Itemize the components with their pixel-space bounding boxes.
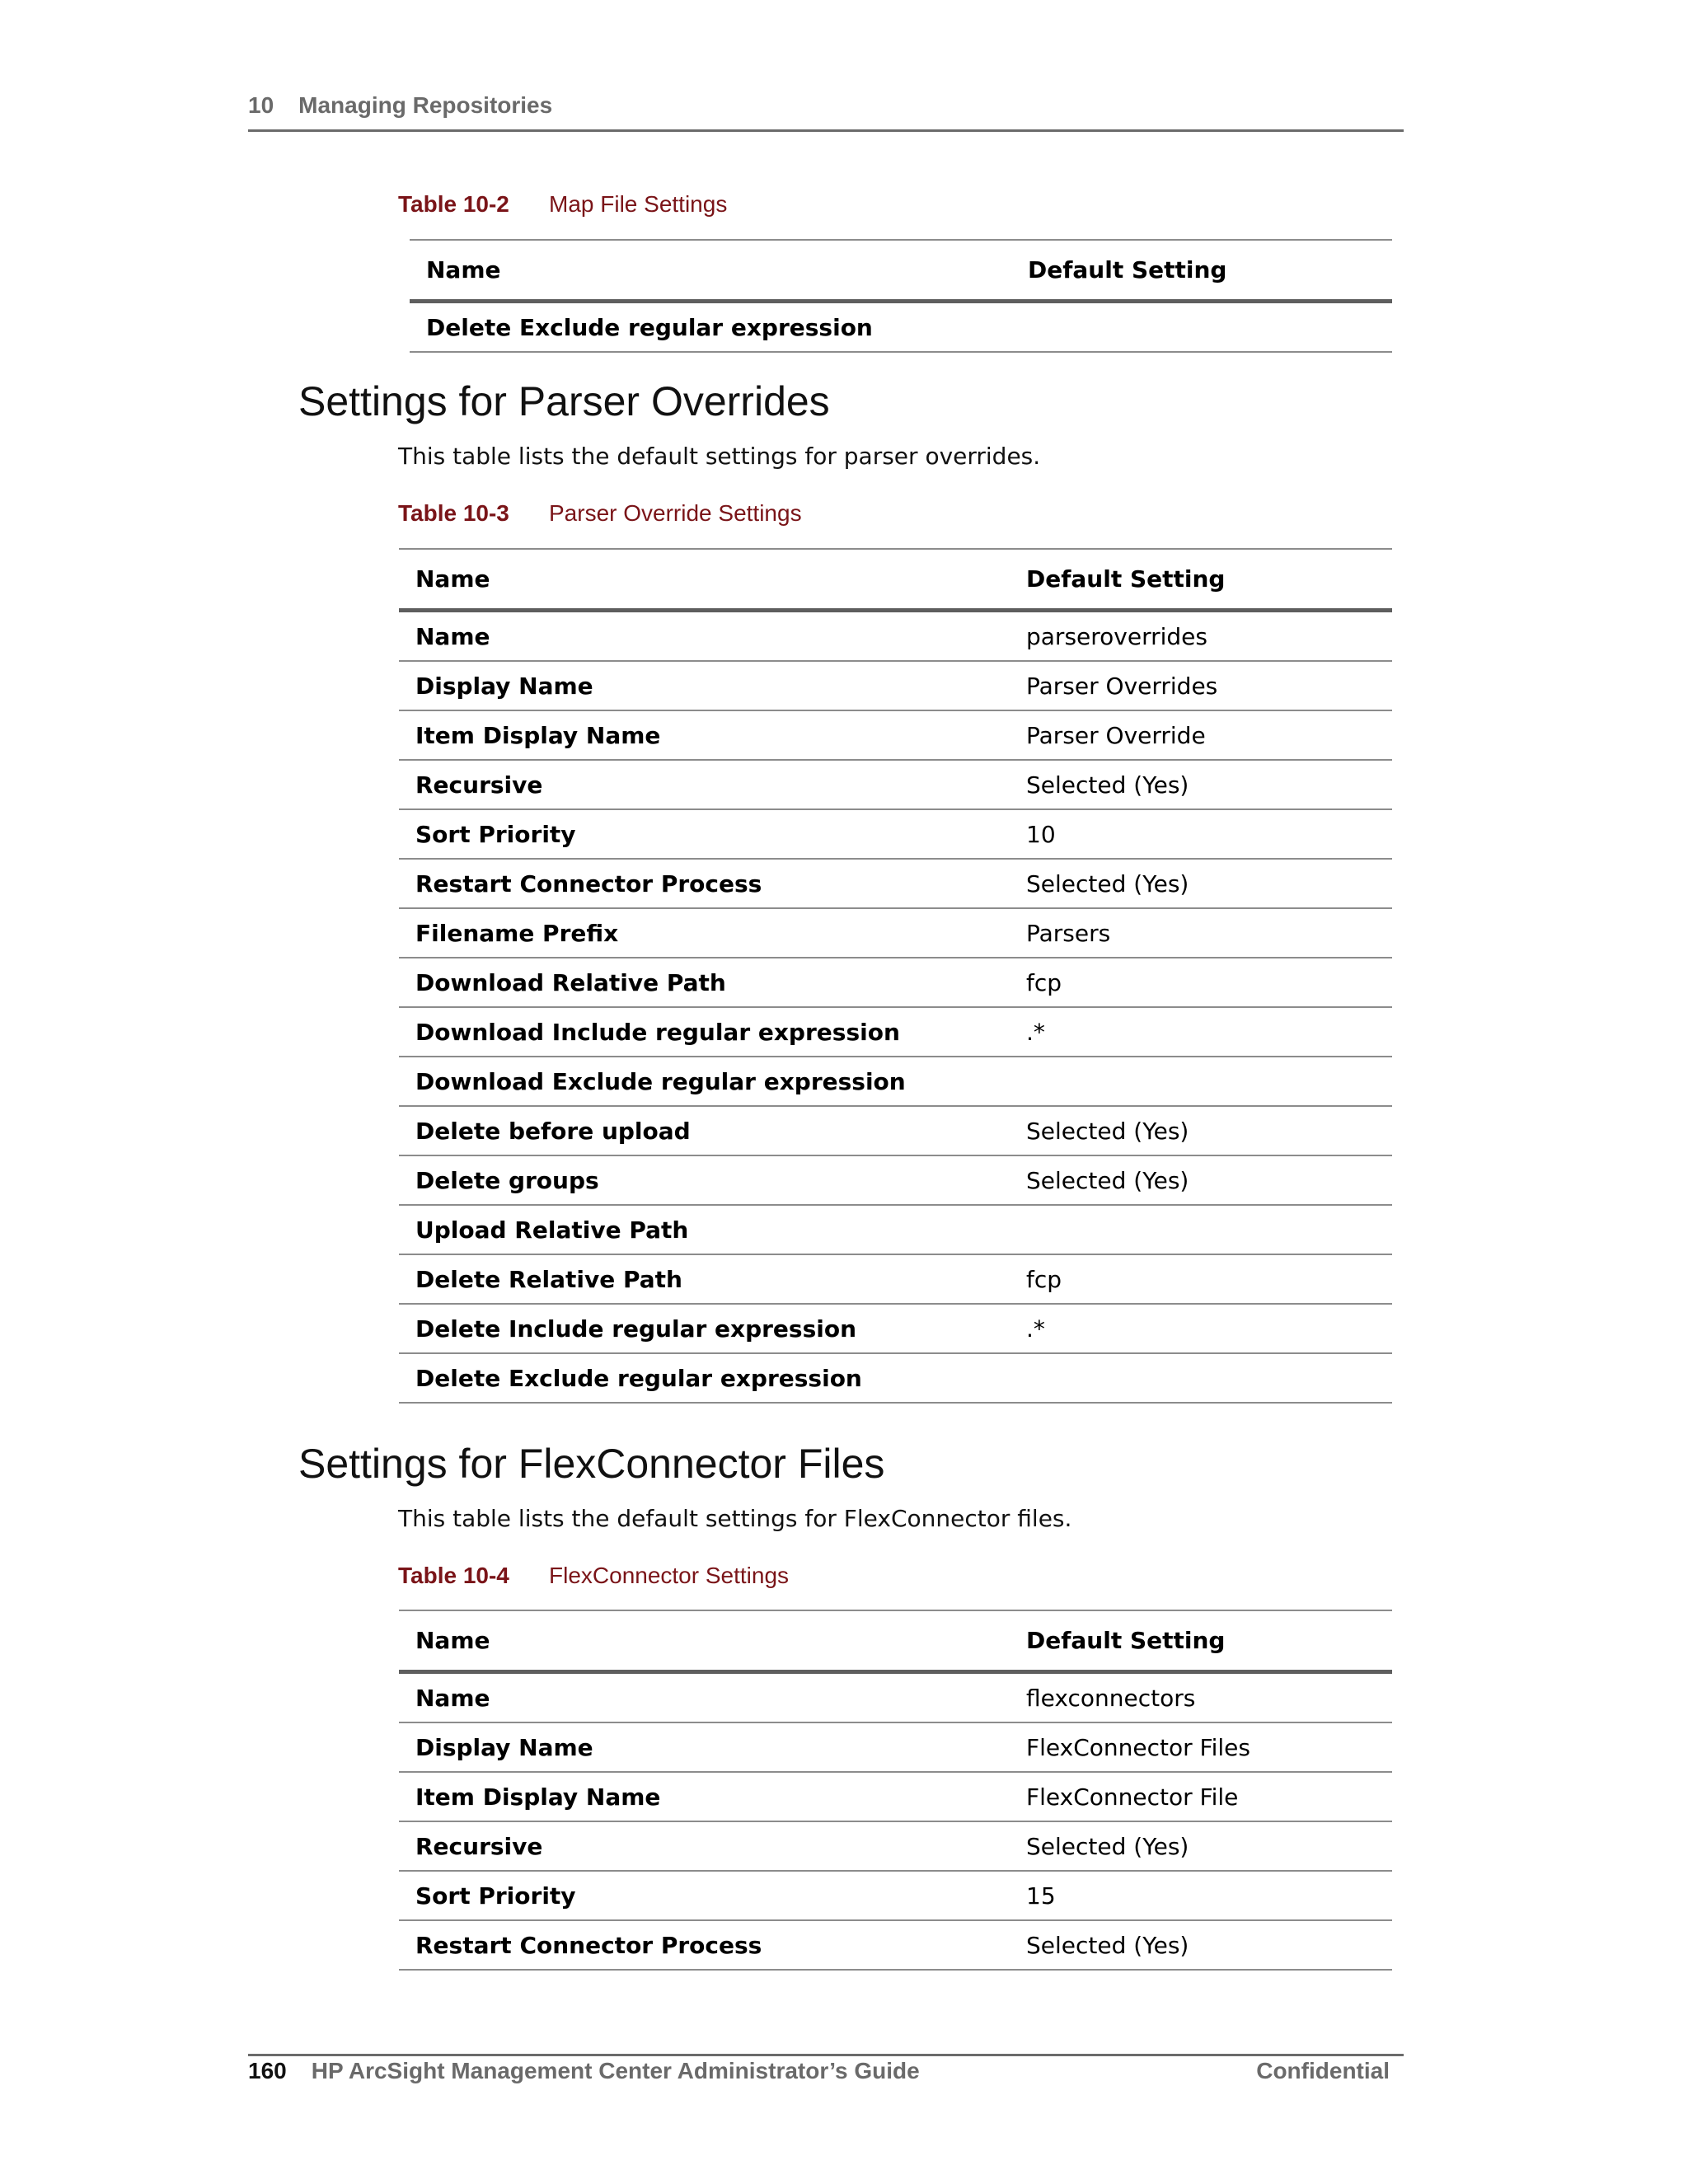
table-row (399, 661, 1392, 710)
table-row (399, 908, 1392, 958)
setting-name: Item Display Name (399, 1772, 1010, 1821)
setting-name: Restart Connector Process (399, 859, 1010, 908)
table-number: Table 10-3 (398, 500, 509, 526)
table-row (410, 302, 1392, 353)
setting-name: Delete before upload (399, 1106, 1010, 1155)
setting-name: Delete Exclude regular expression (399, 1353, 1010, 1403)
table-title: Parser Override Settings (549, 500, 802, 526)
table-row (399, 1254, 1392, 1304)
flexconnector-settings-table (399, 1610, 1392, 1971)
column-header-name: Name (399, 549, 1010, 611)
setting-name: Delete Relative Path (399, 1254, 1010, 1304)
chapter-title: Managing Repositories (298, 92, 553, 118)
setting-default-value: fcp (1010, 1254, 1392, 1304)
setting-name: Recursive (399, 1821, 1010, 1871)
table-row (399, 1672, 1392, 1723)
setting-name: Display Name (399, 661, 1010, 710)
column-header-name: Name (399, 1610, 1010, 1672)
setting-default-value (1011, 302, 1392, 353)
table-row (399, 611, 1392, 662)
setting-default-value: Selected (Yes) (1010, 1106, 1392, 1155)
table-number: Table 10-2 (398, 191, 509, 217)
table-row (399, 958, 1392, 1007)
setting-name: Download Exclude regular expression (399, 1057, 1010, 1106)
table-row (399, 1304, 1392, 1353)
table-row (399, 1722, 1392, 1772)
setting-name: Download Relative Path (399, 958, 1010, 1007)
table-row (399, 1772, 1392, 1821)
table-row (399, 1007, 1392, 1057)
setting-name: Delete groups (399, 1155, 1010, 1205)
table-row (399, 859, 1392, 908)
setting-name: Recursive (399, 760, 1010, 809)
setting-default-value: .* (1010, 1304, 1392, 1353)
setting-default-value: Parser Override (1010, 710, 1392, 760)
table-header-row (410, 240, 1392, 302)
footer-left (248, 2058, 920, 2084)
header-rule (248, 129, 1404, 132)
setting-default-value: flexconnectors (1010, 1672, 1392, 1723)
setting-name: Delete Include regular expression (399, 1304, 1010, 1353)
column-header-name: Name (410, 240, 1011, 302)
running-header (248, 92, 552, 119)
setting-default-value: .* (1010, 1007, 1392, 1057)
setting-default-value (1010, 1353, 1392, 1403)
setting-default-value: Selected (Yes) (1010, 760, 1392, 809)
section-heading-flexconnector-files: Settings for FlexConnector Files (298, 1441, 885, 1487)
setting-default-value: FlexConnector Files (1010, 1722, 1392, 1772)
footer-classification: Confidential (1256, 2058, 1390, 2083)
setting-default-value: parseroverrides (1010, 611, 1392, 662)
setting-default-value: 10 (1010, 809, 1392, 859)
table-row (399, 760, 1392, 809)
table-row (399, 710, 1392, 760)
table-caption-flexconnector (398, 1563, 789, 1589)
setting-name: Upload Relative Path (399, 1205, 1010, 1254)
table-row (399, 1871, 1392, 1920)
map-file-settings-table (410, 239, 1392, 353)
table-number: Table 10-4 (398, 1563, 509, 1588)
setting-name: Restart Connector Process (399, 1920, 1010, 1970)
column-header-default-setting: Default Setting (1011, 240, 1392, 302)
setting-default-value: Selected (Yes) (1010, 859, 1392, 908)
table-row (399, 1057, 1392, 1106)
setting-name: Download Include regular expression (399, 1007, 1010, 1057)
table-row (399, 1821, 1392, 1871)
column-header-default-setting: Default Setting (1010, 1610, 1392, 1672)
parser-override-settings-table (399, 548, 1392, 1404)
setting-default-value: Selected (Yes) (1010, 1920, 1392, 1970)
setting-default-value: Selected (Yes) (1010, 1155, 1392, 1205)
table-title: FlexConnector Settings (549, 1563, 790, 1588)
setting-default-value (1010, 1205, 1392, 1254)
setting-name: Sort Priority (399, 1871, 1010, 1920)
setting-default-value: Parser Overrides (1010, 661, 1392, 710)
setting-default-value: 15 (1010, 1871, 1392, 1920)
setting-name: Display Name (399, 1722, 1010, 1772)
table-row (399, 1920, 1392, 1970)
setting-default-value (1010, 1057, 1392, 1106)
table-row (399, 1155, 1392, 1205)
setting-default-value: fcp (1010, 958, 1392, 1007)
setting-default-value: Parsers (1010, 908, 1392, 958)
setting-default-value: FlexConnector File (1010, 1772, 1392, 1821)
table-caption-parser-override (398, 500, 802, 527)
setting-name: Delete Exclude regular expression (410, 302, 1011, 353)
table-header-row (399, 549, 1392, 611)
table-header-row (399, 1610, 1392, 1672)
table-row (399, 1106, 1392, 1155)
section-intro-parser-overrides: This table lists the default settings for parser overrides. (398, 443, 1041, 470)
book-title: HP ArcSight Management Center Administrator’s Guide (311, 2058, 920, 2083)
table-row (399, 1353, 1392, 1403)
setting-name: Filename Prefix (399, 908, 1010, 958)
section-heading-parser-overrides: Settings for Parser Overrides (298, 378, 830, 424)
setting-name: Item Display Name (399, 710, 1010, 760)
table-row (399, 1205, 1392, 1254)
chapter-number: 10 (248, 92, 274, 118)
setting-name: Sort Priority (399, 809, 1010, 859)
section-intro-flexconnector-files: This table lists the default settings for FlexConnector files. (398, 1505, 1072, 1532)
footer-rule (248, 2054, 1404, 2056)
setting-name: Name (399, 611, 1010, 662)
table-row (399, 809, 1392, 859)
table-title: Map File Settings (549, 191, 728, 217)
column-header-default-setting: Default Setting (1010, 549, 1392, 611)
table-caption-map-file (398, 191, 727, 218)
setting-default-value: Selected (Yes) (1010, 1821, 1392, 1871)
page-number: 160 (248, 2058, 287, 2083)
setting-name: Name (399, 1672, 1010, 1723)
